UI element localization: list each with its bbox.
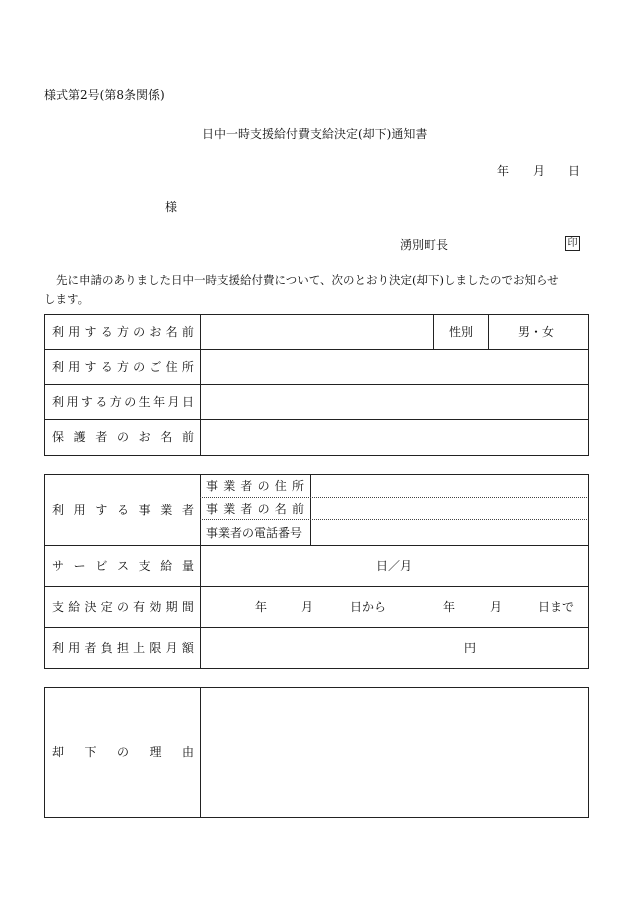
form-number: 様式第2号(第8条関係) (44, 88, 165, 102)
label-applicant-name: 利 用 す る 方 の お 名 前 (52, 325, 194, 339)
amount-unit: 日／月 (376, 559, 413, 573)
body-text-line2: します。 (44, 292, 90, 306)
label-applicant-address: 利 用 す る 方 の ご 住 所 (52, 360, 194, 374)
period-month-start: 月 (301, 600, 314, 614)
period-year-end: 年 (443, 600, 456, 614)
label-rejection-reason: 却 下 の 理 由 (52, 745, 194, 759)
label-service-amount: サ ー ビ ス 支 給 量 (52, 559, 194, 573)
label-provider-address: 事 業 者 の 住 所 (206, 479, 304, 493)
date-day: 日 (568, 164, 581, 178)
label-guardian-name: 保 護 者 の お 名 前 (52, 430, 194, 444)
date-month: 月 (533, 164, 546, 178)
label-monthly-limit: 利 用 者 負 担 上 限 月 額 (52, 641, 194, 655)
period-year-start: 年 (255, 600, 268, 614)
date-year: 年 (497, 164, 510, 178)
label-applicant-birthdate: 利 用 す る 方 の 生 年 月 日 (52, 395, 194, 409)
seal-mark: 印 (565, 236, 580, 251)
label-valid-period: 支 給 決 定 の 有 効 期 間 (52, 600, 194, 614)
label-provider-name: 事 業 者 の 名 前 (206, 501, 304, 516)
addressee-suffix: 様 (165, 200, 178, 214)
period-month-end: 月 (490, 600, 503, 614)
document-title: 日中一時支援給付費支給決定(却下)通知書 (202, 127, 428, 141)
period-day-from: 日から (350, 600, 387, 614)
body-text-line1: 先に申請のありました日中一時支援給付費について、次のとおり決定(却下)しましたのでお知らせ (56, 273, 559, 287)
gender-options: 男・女 (518, 325, 555, 339)
label-provider: 利 用 す る 事 業 者 (52, 503, 194, 517)
gender-label: 性別 (449, 325, 474, 339)
limit-unit: 円 (464, 641, 477, 655)
issuer: 湧別町長 (400, 238, 449, 252)
label-provider-phone: 事業者の電話番号 (206, 525, 303, 540)
period-day-to: 日まで (538, 600, 575, 614)
